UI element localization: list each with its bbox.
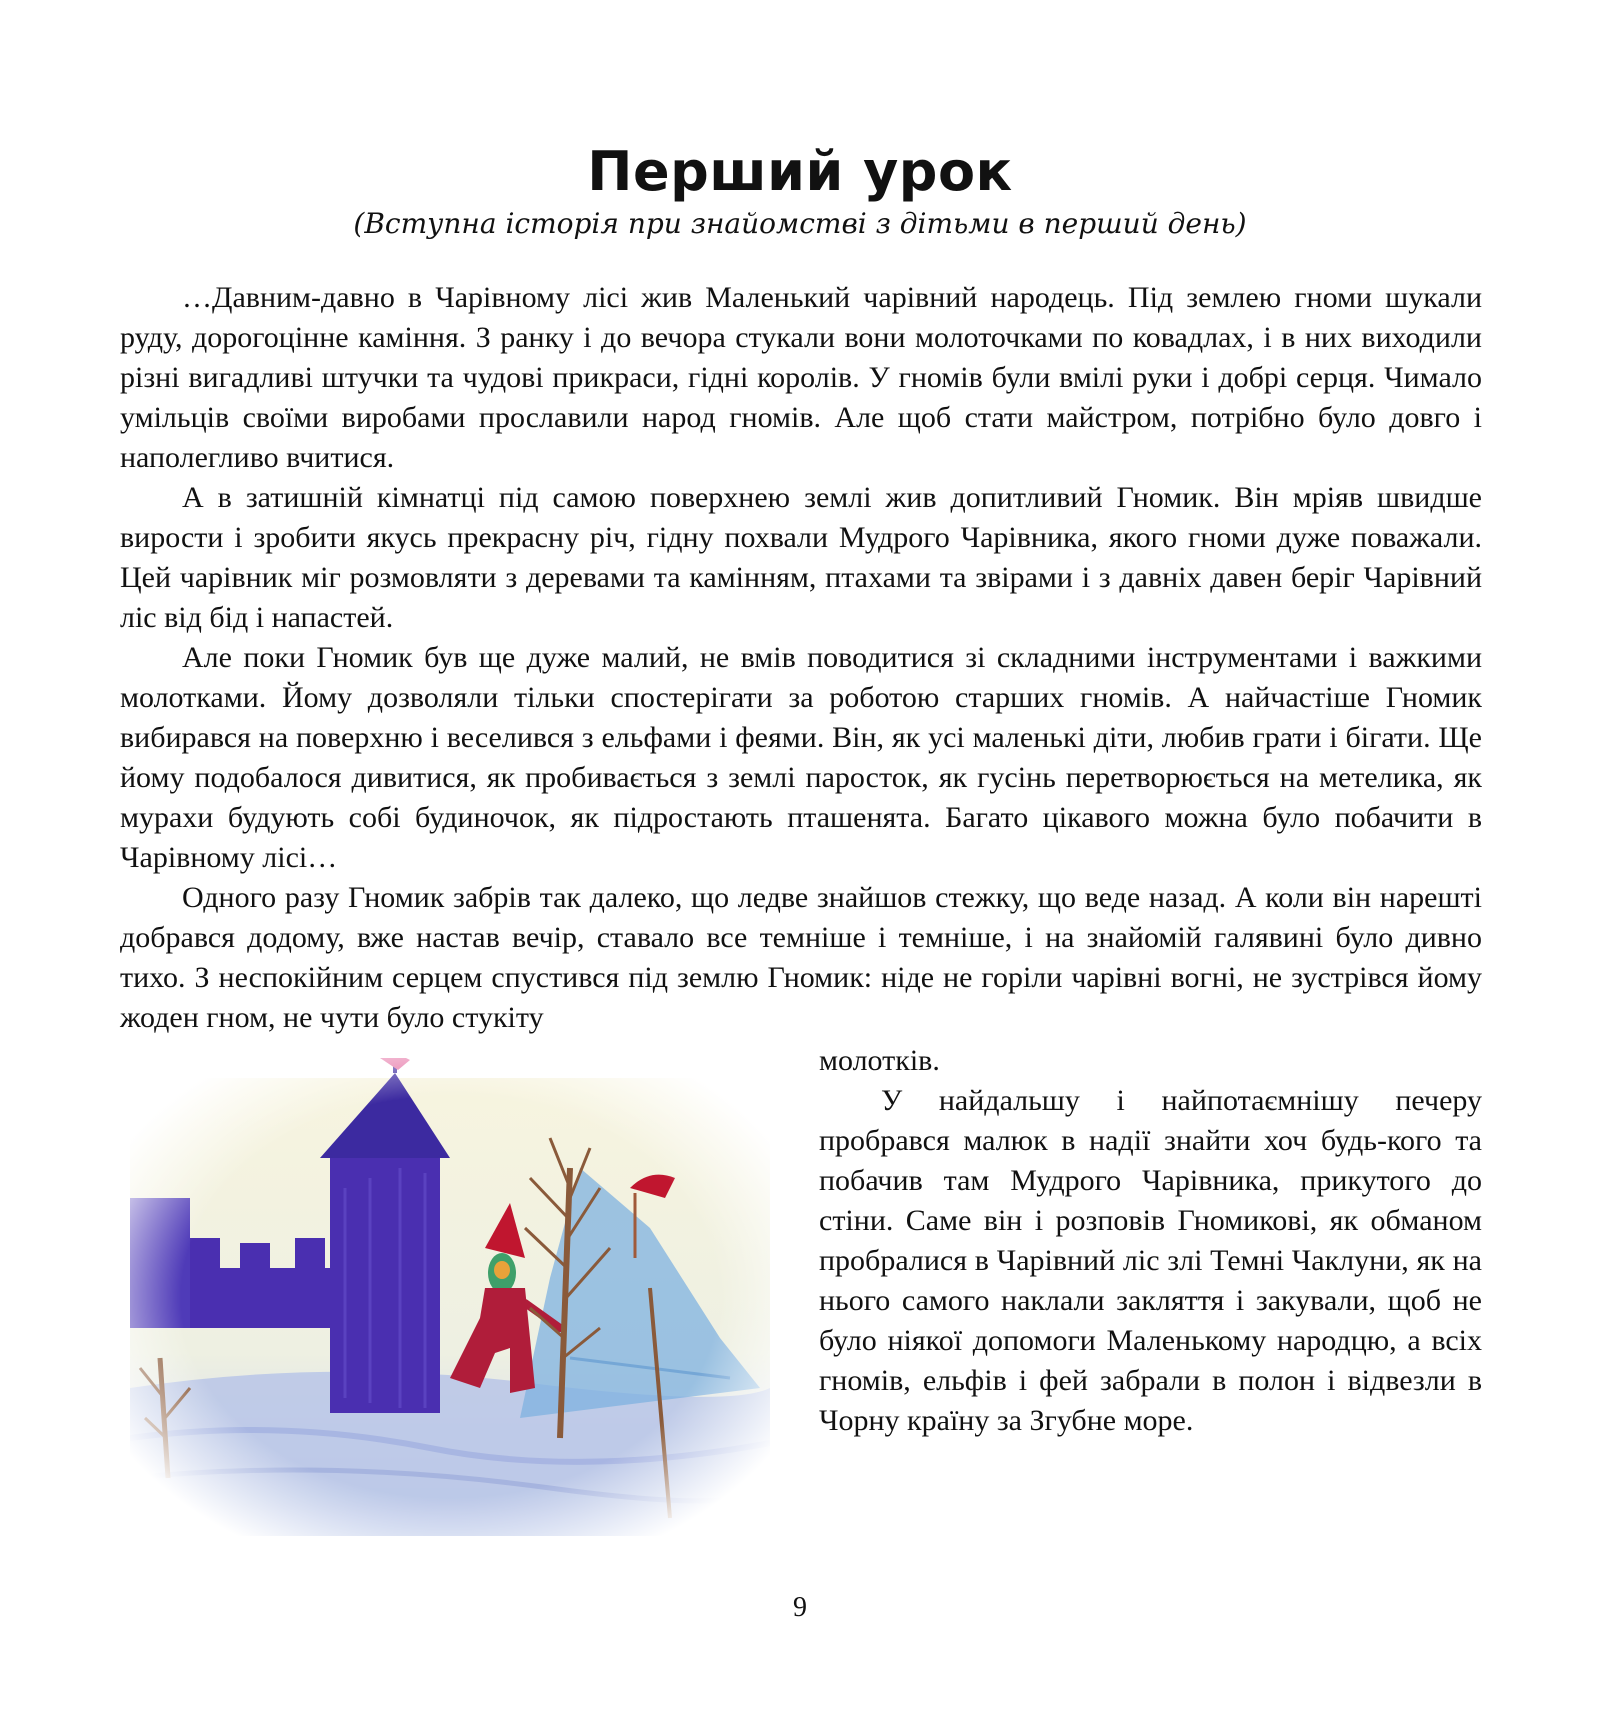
paragraph: Але поки Гномик був ще дуже малий, не вмів поводитися зі складними інструментами і важкими молотками. Йому дозволяли тільки спостерігати за роботою старших гномів. А найчастіше Гномик вибирався на поверхню і веселився з ельфами і феями. Він, як усі маленькі діти, любив грати і бігати. Ще йому подобалося дивитися, як пробивається з землі паросток, як гусінь перетворюється на метелика, як мурахи будують собі будиночок, як підростають пташенята. Багато цікавого можна було побачити в Чарівному лісі… <box>120 641 1482 874</box>
page-title: Перший урок <box>587 140 1013 203</box>
paragraph: У найдальшу і найпотаємнішу печеру пробрався малюк в надії знайти хоч будь-кого та побачив там Мудрого Чарівника, прикутого до стіни. Саме він і розповів Гномикові, як обманом пробралися в Чарівний ліс злі Темні Чаклуни, як на нього самого наклали закляття і закували, щоб не було ніякої допомоги Маленькому народцю, а всіх гномів, ельфів і фей забрали в полон і відвезли в Чорну країну за Згубне море. <box>819 1084 1482 1437</box>
page-number: 9 <box>793 1592 807 1623</box>
story-text <box>120 278 1482 1038</box>
wrapped-text <box>819 1041 1482 1441</box>
paragraph: …Давним-давно в Чарівному лісі жив Маленький чарівний народець. Під землею гноми шукали руду, дорогоцінне каміння. З ранку і до вечора стукали вони молоточками по ковадлах, і в них виходили різні вигадливі штучки та чудові прикраси, гідні королів. У гномів були вмілі руки і добрі серця. Чимало умільців своїми виробами прославили народ гномів. Але щоб стати майстром, потрібно було довго і наполегливо вчитися. <box>120 281 1482 474</box>
page-subtitle: (Вступна історія при знайомстві з дітьми в перший день) <box>353 207 1247 240</box>
illustration-section <box>120 1041 1482 1541</box>
paragraph: А в затишній кімнатці під самою поверхнею землі жив допитливий Гномик. Він мріяв швидше вирости і зробити якусь прекрасну річ, гідну похвали Мудрого Чарівника, якого гноми дуже поважали. Цей чарівник міг розмовляти з деревами та камінням, птахами та звірами і з давніх давен беріг Чарівний ліс від бід і напастей. <box>120 481 1482 634</box>
paragraph-continuation: молотків. <box>819 1044 940 1077</box>
child-drawing-illustration <box>130 1058 770 1536</box>
paragraph: Одного разу Гномик забрів так далеко, що ледве знайшов стежку, що веде назад. А коли він нарешті добрався додому, вже настав вечір, ставало все темніше і темніше, і на знайомій галявині було дивно тихо. З неспокійним серцем спустився під землю Гномик: ніде не горіли чарівні вогні, не зустрівся йому жоден гном, не чути було стукіту <box>120 881 1482 1034</box>
